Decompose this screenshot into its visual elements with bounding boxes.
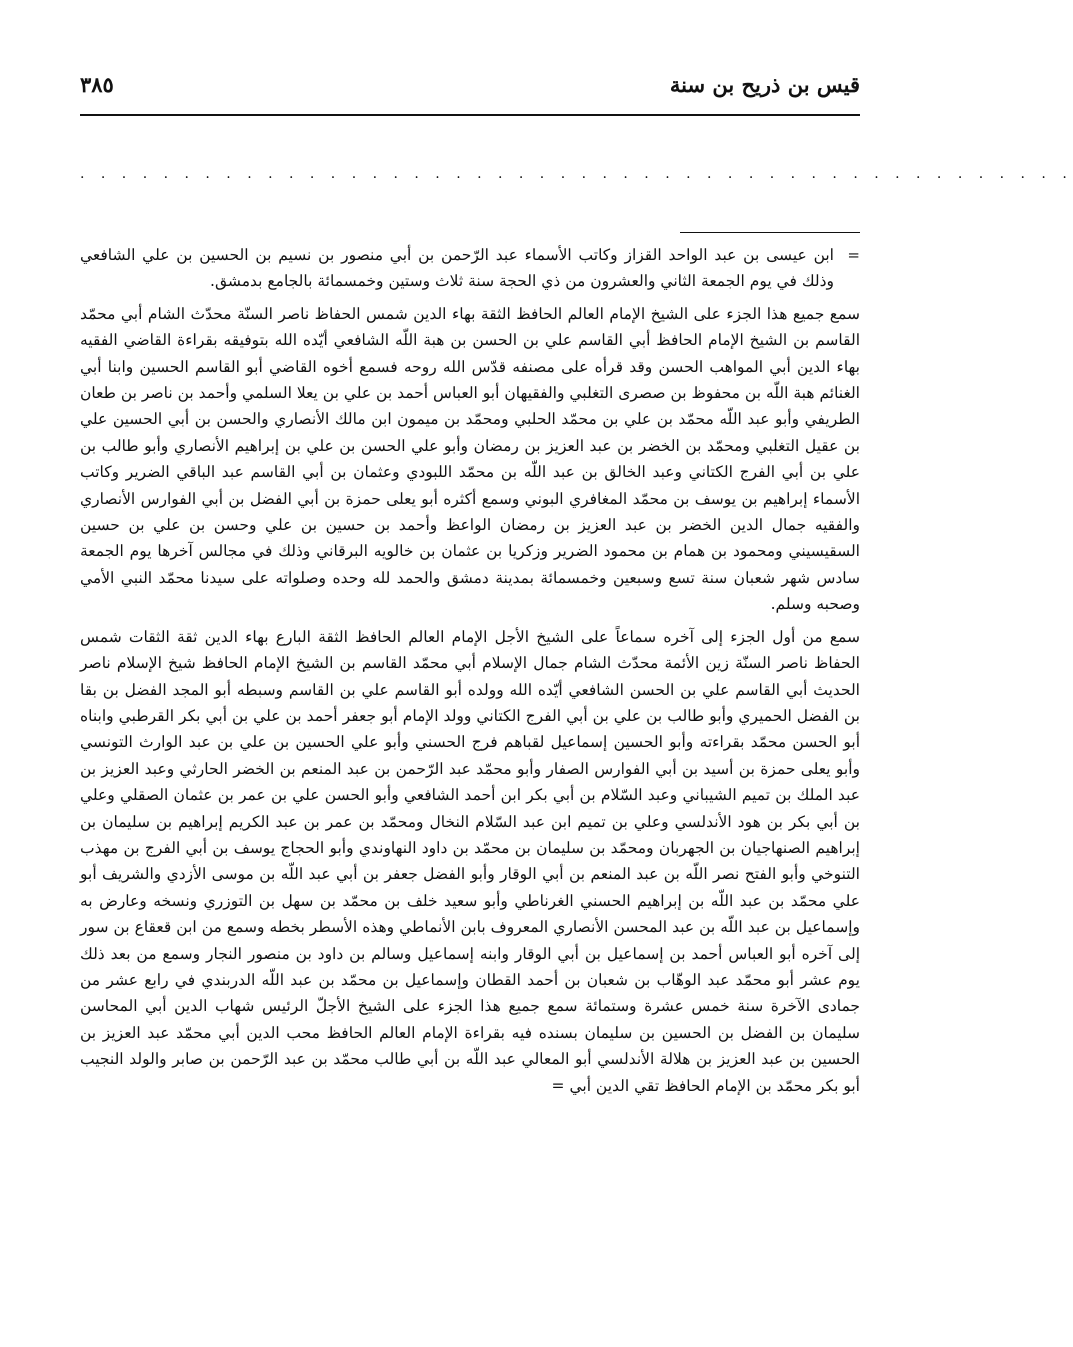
running-title: قيس بن ذريح بن سنة [669,72,860,97]
footnote-block [80,242,860,1105]
header-rule [80,114,860,116]
page-header [80,72,860,108]
page-number: ٣٨٥ [80,72,114,97]
footnote-paragraph-3: سمع من أول الجزء إلى آخره سماعاً على الشيخ الأجل الإمام العالم الحافظ الثقة البارع بهاء الدين ثقة الثقات شمس الحفاظ ناصر السنّة زين الأئمة محدّث الشام جمال الإسلام أبي محمّد القاسم بن الشيخ الإمام الحافظ شيخ الإسلام ناصر الحديث أبي القاسم علي بن الحسن الشافعي أيّده الله وولده أبو القاسم علي بن القاسم وسبطه أبو المجد الفضل بن بقا بن الفضل الحميري وأبو طالب بن علي بن أبي الفرج الكتاني وولد الإمام أبو جعفر أحمد بن علي بن أبي بكر القرطبي وابناه أبو الحسن محمّد بقراءته وأبو الحسين إسماعيل لقباهم فرج الحسني وأبو علي الحسين بن علي بن عبد الوارث التونسي وأبو يعلى حمزة بن أسيد بن أبي الفوارس الصفار وأبو محمّد عبد الرّحمن بن عبد المنعم بن الخضر الحارثي وعبد العزيز بن عبد الملك بن تميم الشيباني وعبد السّلام بن أبي بكر ابن أحمد الشافعي وأبو الحسن علي بن عمر بن عثمان الصقلي وعلي بن أبي بكر بن هود الأندلسي وعلي بن تميم ابن عبد السّلام النخال ومحمّد بن عمر بن عبد الكريم إبراهيم بن سليمان بن إبراهيم الصنهاجيان بن الجهربان ومحمّد بن سليمان بن محمّد بن داود النهاوندي وأبو الحجاج يوسف بن أبي الفرج بن مهذب التنوخي وأبو الفتح نصر اللّه بن عبد المنعم بن أبي الوقار وأبو الفضل جعفر بن أبي عبد اللّه بن موسى الأزدي والشريف أبو علي محمّد بن عبد اللّه بن إبراهيم الحسني الغرناطي وأبو سعيد خلف بن محمّد بن سهل بن التوزري ونسخه وعارض به وإسماعيل بن عبد اللّه بن عبد المحسن الأنصاري المعروف بابن الأنماطي وهذه الأسطر بخطه وسمع من ابن قعقاع بن سور إلى آخره أبو العباس أحمد بن إسماعيل بن أبي الوقار وابنه إسماعيل وسالم بن داود بن منصور النجار وسمع من بعد ذلك يوم عشر أبو محمّد عبد الوهّاب بن شعبان بن أحمد القطان وإسماعيل بن محمّد بن عبد اللّه الدربندي في رابع عشر من جمادى الآخرة سنة خمس عشرة وستمائة سمع جميع هذا الجزء على الشيخ الأجلّ الرئيس شهاب الدين أبي المحاسن سليمان بن الفضل بن الحسين بن سليمان بسنده فيه بقراءة الإمام العالم الحافظ محب الدين أبي محمّد عبد العزيز بن الحسين بن عبد العزيز بن هلالة الأندلسي أبو المعالي عبد اللّه بن أبي طالب محمّد بن عبد الرّحمن بن صابر والولد النجيب أبو بكر محمّد بن الإمام الحافظ تقي الدين أبي = [80,627,861,1095]
footnote-paragraph-2: سمع جميع هذا الجزء على الشيخ الإمام العالم الحافظ الثقة بهاء الدين شمس الحفاظ ناصر السنّة محدّث الشام أبي محمّد القاسم بن الشيخ الإمام الحافظ أبي القاسم علي بن الحسن بن هبة اللّه الشافعي أيّده الله بتوفيقه بقراءة القاضي الفقيه بهاء الدين أبي المواهب الحسن وقد قرأه على مصنفه قدّس الله روحه فسمع أخوه القاضي أبو القاسم الحسين وابنا أبي الغنائم هبة اللّه بن محفوظ بن صصرى التغلبي والفقيهان أبو العباس أحمد بن علي بن يعلا السلمي وأحمد بن ناصر بن طعان الطريفي وأبو عبد اللّه محمّد بن علي بن محمّد الحلبي ومحمّد بن ميمون ابن مالك الأنصاري والحسن بن أبي الحسين علي بن عقيل التغلبي ومحمّد بن الخضر بن عبد العزيز بن رمضان وأبو علي الحسن بن علي بن إبراهيم الأنصاري وأبو طالب بن علي بن أبي الفرج الكتاني وعبد الخالق بن عبد اللّه بن محمّد اللبودي وعثمان بن أبي القاسم عبد الباقي الضرير وكاتب الأسماء إبراهيم بن يوسف بن محمّد المغافري البوني وسمع أكثره أبو يعلى حمزة بن أبي الفضل بن أبي الفوارس الأنصاري والفقيه جمال الدين الخضر بن عبد العزيز بن رمضان الواعظ وأحمد بن حسين بن علي وحسن بن علي بن حسين السقيسيني ومحمود بن همام بن محمود الضرير وزكريا بن عثمان بن خالويه البرقاني وذلك في مجالس آخرها يوم الجمعة سادس شهر شعبان سنة تسع وسبعين وخمسمائة بمدينة دمشق والحمد لله وحده وصلواته على سيدنا محمّد النبي الأمي وصحبه وسلم. [80,304,860,614]
footnote-paragraph-1 [80,242,860,295]
dotted-separator: . . . . . . . . . . . . . . . . . . . . . . . . . . . . . . . . . . . . . . . . . . . . . . . . [80,166,1073,182]
footnote-rule [680,232,860,233]
continuation-marker: = [847,246,860,264]
footnote-paragraph-1-text: ابن عيسى بن عبد الواحد القزاز وكاتب الأسماء عبد الرّحمن بن أبي منصور بن نسيم بن الحسين بن علي الشافعي وذلك في يوم الجمعة الثاني والعشرون من ذي الحجة سنة ثلاث وستين وخمسمائة بالجامع بدمشق. [80,246,834,291]
